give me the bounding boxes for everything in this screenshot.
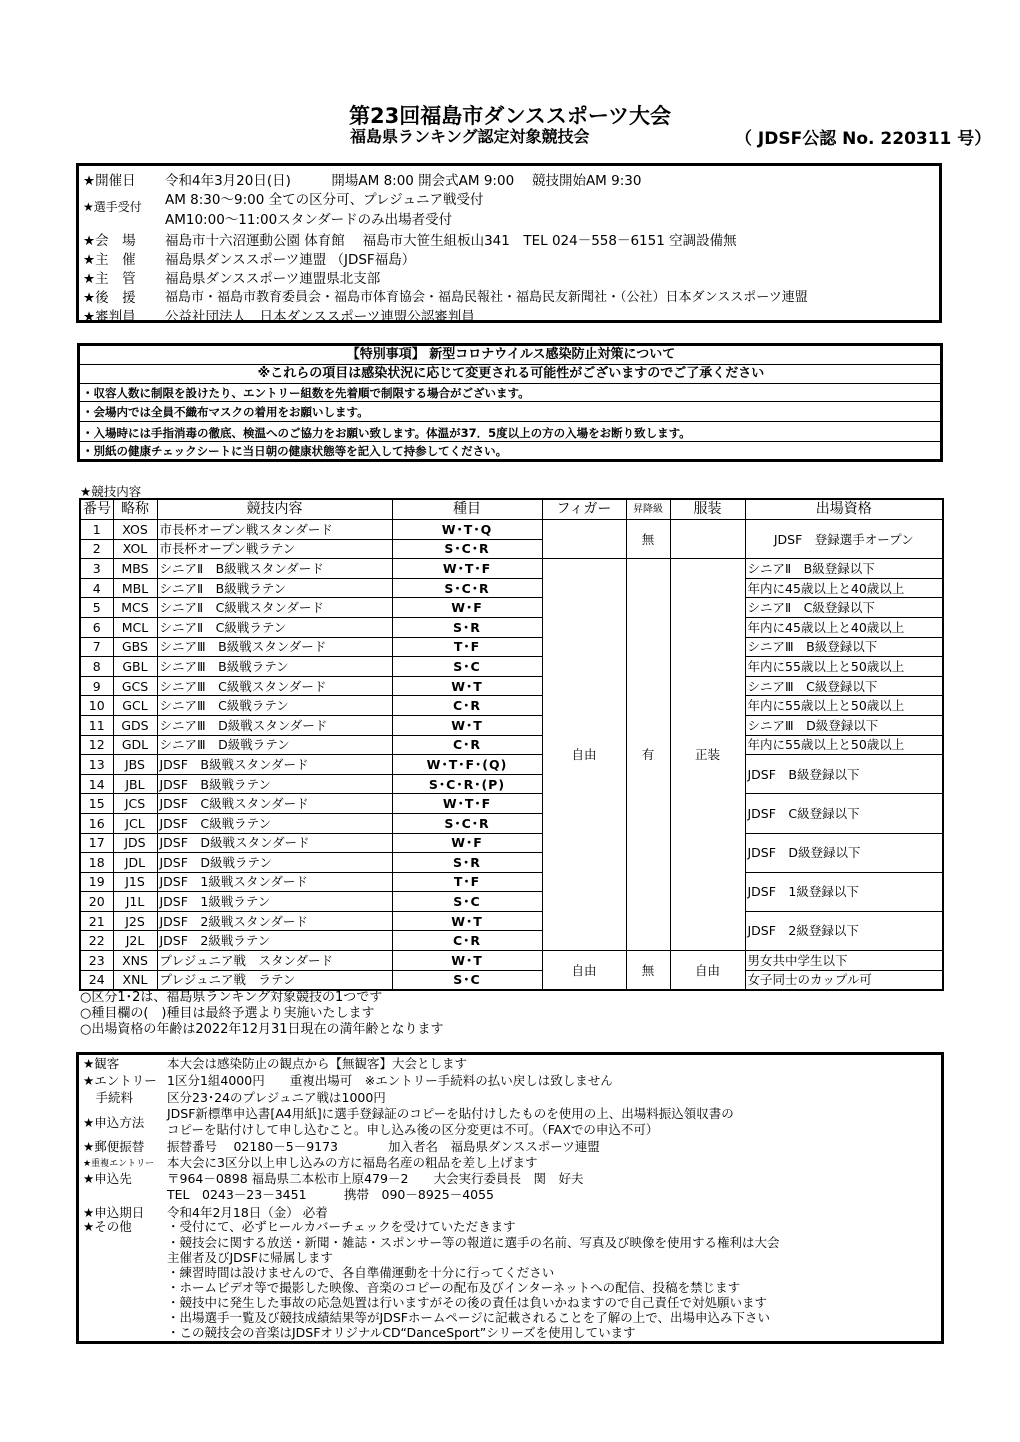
row-event-name: 市長杯オープン戦スタンダード bbox=[157, 520, 392, 540]
row-dance: C･R bbox=[392, 931, 542, 951]
table-row bbox=[80, 657, 943, 677]
row-event-name: 市長杯オープン戦ラテン bbox=[157, 539, 392, 559]
row-number: 13 bbox=[80, 755, 113, 775]
row-dance: W･F bbox=[392, 598, 542, 618]
entry-label-method: ★申込方法 bbox=[83, 1115, 145, 1130]
entry-value-transfer: 振替番号 02180－5－9173 加入者名 福島県ダンススポーツ連盟 bbox=[167, 1139, 600, 1154]
approval-number: （ JDSF公認 No. 220311 号） bbox=[735, 129, 992, 149]
special-item: ・会場内では全員不織布マスクの着用をお願いします。 bbox=[80, 402, 940, 422]
qualification-cell: シニアⅢ D級登録以下 bbox=[745, 715, 943, 735]
row-dance: W･T･Q bbox=[392, 520, 542, 540]
special-subheading: ※これらの項目は感染状況に応じて変更される可能性がございますのでご了承ください bbox=[80, 365, 940, 384]
table-row bbox=[80, 696, 943, 716]
row-code: GCS bbox=[113, 676, 157, 696]
dress-cell: 自由 bbox=[670, 951, 745, 991]
row-event-name: プレジュニア戦 ラテン bbox=[157, 970, 392, 990]
qualification-cell: JDSF 2級登録以下 bbox=[745, 911, 943, 950]
row-number: 24 bbox=[80, 970, 113, 990]
row-dance: S･C･R bbox=[392, 813, 542, 833]
other-item: ・競技中に発生した事故の応急処置は行いますがその後の責任は負いかねますので自己責任で対処願います bbox=[167, 1295, 768, 1310]
row-event-name: JDSF C級戦ラテン bbox=[157, 813, 392, 833]
table-header-row bbox=[80, 499, 943, 520]
table-row bbox=[80, 715, 943, 735]
row-code: JBS bbox=[113, 755, 157, 775]
row-event-name: JDSF 1級戦スタンダード bbox=[157, 872, 392, 892]
row-dance: W･T bbox=[392, 951, 542, 971]
row-dance: W･T･F･(Q) bbox=[392, 755, 542, 775]
row-event-name: シニアⅡ B級戦スタンダード bbox=[157, 559, 392, 579]
entry-label-address: ★申込先 bbox=[83, 1171, 132, 1186]
row-event-name: シニアⅢ B級戦スタンダード bbox=[157, 637, 392, 657]
row-code: J2L bbox=[113, 931, 157, 951]
row-code: GBL bbox=[113, 657, 157, 677]
row-event-name: シニアⅢ C級戦ラテン bbox=[157, 696, 392, 716]
table-row bbox=[80, 794, 943, 814]
row-dance: S･C･R･(P) bbox=[392, 774, 542, 794]
row-code: XNL bbox=[113, 970, 157, 990]
entry-label-deadline: ★申込期日 bbox=[83, 1205, 145, 1220]
table-row bbox=[80, 833, 943, 853]
special-notice-box bbox=[77, 343, 943, 462]
row-event-name: プレジュニア戦 スタンダード bbox=[157, 951, 392, 971]
row-number: 6 bbox=[80, 617, 113, 637]
row-number: 12 bbox=[80, 735, 113, 755]
note-item: ○区分1･2は、福島県ランキング対象競技の1つです bbox=[80, 990, 383, 1005]
row-code: MBL bbox=[113, 578, 157, 598]
row-code: JCS bbox=[113, 794, 157, 814]
other-item: ・出場選手一覧及び競技成績結果等がJDSFホームページに記載されることを了解の上で、出場申込み下さい bbox=[167, 1310, 770, 1325]
row-dance: C･R bbox=[392, 696, 542, 716]
info-value-judges: 公益社団法人 日本ダンススポーツ連盟公認審判員 bbox=[165, 309, 475, 325]
figure-cell: 自由 bbox=[542, 559, 626, 951]
entry-label-transfer: ★郵便振替 bbox=[83, 1139, 145, 1154]
row-dance: S･C bbox=[392, 970, 542, 990]
row-number: 10 bbox=[80, 696, 113, 716]
header-code: 略称 bbox=[113, 499, 157, 520]
row-code: JDL bbox=[113, 853, 157, 873]
row-number: 21 bbox=[80, 911, 113, 931]
row-code: J2S bbox=[113, 911, 157, 931]
row-code: XOS bbox=[113, 520, 157, 540]
qualification-cell: 年内に55歳以上と50歳以上 bbox=[745, 657, 943, 677]
qualification-cell: シニアⅢ C級登録以下 bbox=[745, 676, 943, 696]
special-heading: 【特別事項】 新型コロナウイルス感染防止対策について bbox=[80, 346, 940, 365]
page-title: 第23回福島市ダンススポーツ大会 bbox=[349, 104, 671, 128]
header-number: 番号 bbox=[80, 499, 113, 520]
info-label-date: ★開催日 bbox=[83, 173, 136, 189]
row-code: MCS bbox=[113, 598, 157, 618]
row-dance: S･C bbox=[392, 892, 542, 912]
entry-value-fee: 1区分1組4000円 重複出場可 ※エントリー手続料の払い戻しは致しません bbox=[167, 1073, 613, 1088]
entry-value-multi: 本大会に3区分以上申し込みの方に福島名産の粗品を差し上げます bbox=[167, 1155, 538, 1170]
info-value-organizer: 福島県ダンススポーツ連盟 （JDSF福島） bbox=[165, 252, 416, 268]
row-number: 5 bbox=[80, 598, 113, 618]
row-dance: C･R bbox=[392, 735, 542, 755]
qualification-cell: 年内に45歳以上と40歳以上 bbox=[745, 617, 943, 637]
entry-value-address-1: 〒964－0898 福島県二本松市上原479－2 大会実行委員長 関 好夫 bbox=[167, 1171, 584, 1186]
info-label-reception: ★選手受付 bbox=[83, 200, 142, 214]
row-number: 7 bbox=[80, 637, 113, 657]
special-item: ・入場時には手指消毒の徹底、検温へのご協力をお願い致します。体温が37．5度以上の方の入場をお断り致します。 bbox=[80, 422, 940, 442]
header-dance: 種目 bbox=[392, 499, 542, 520]
table-row bbox=[80, 559, 943, 579]
info-value-manager: 福島県ダンススポーツ連盟県北支部 bbox=[165, 271, 381, 287]
row-dance: W･F bbox=[392, 833, 542, 853]
row-number: 16 bbox=[80, 813, 113, 833]
row-dance: W･T･F bbox=[392, 559, 542, 579]
row-event-name: JDSF C級戦スタンダード bbox=[157, 794, 392, 814]
special-item: ・収容人数に制限を設けたり、エントリー組数を先着順で制限する場合がございます。 bbox=[80, 384, 940, 402]
qualification-cell: JDSF 1級登録以下 bbox=[745, 872, 943, 911]
qualification-cell: 年内に55歳以上と50歳以上 bbox=[745, 696, 943, 716]
entry-label-audience: ★観客 bbox=[83, 1056, 120, 1071]
row-code: MBS bbox=[113, 559, 157, 579]
row-number: 1 bbox=[80, 520, 113, 540]
entry-label-fee2: 手続料 bbox=[83, 1090, 134, 1105]
row-event-name: シニアⅢ C級戦スタンダード bbox=[157, 676, 392, 696]
note-item: ○出場資格の年齢は2022年12月31日現在の満年齢となります bbox=[80, 1022, 444, 1037]
row-number: 18 bbox=[80, 853, 113, 873]
note-item: ○種目欄の( )種目は最終予選より実施いたします bbox=[80, 1006, 375, 1021]
table-row bbox=[80, 578, 943, 598]
table-row bbox=[80, 617, 943, 637]
row-event-name: シニアⅢ D級戦ラテン bbox=[157, 735, 392, 755]
info-label-support: ★後 援 bbox=[83, 290, 136, 306]
qualification-cell: シニアⅢ B級登録以下 bbox=[745, 637, 943, 657]
other-item: ・練習時間は設けませんので、各自準備運動を十分に行ってください bbox=[167, 1265, 555, 1280]
info-value-reception-1: AM 8:30～9:00 全ての区分可、プレジュニア戦受付 bbox=[165, 192, 484, 208]
row-dance: T･F bbox=[392, 637, 542, 657]
row-event-name: JDSF 1級戦ラテン bbox=[157, 892, 392, 912]
qualification-cell: 男女共中学生以下 bbox=[745, 951, 943, 971]
entry-value-address-2: TEL 0243－23－3451 携帯 090－8925－4055 bbox=[167, 1187, 495, 1202]
row-code: GDS bbox=[113, 715, 157, 735]
row-event-name: シニアⅢ D級戦スタンダード bbox=[157, 715, 392, 735]
row-dance: S･C bbox=[392, 657, 542, 677]
table-row bbox=[80, 970, 943, 990]
entry-value-fee2: 区分23･24のプレジュニア戦は1000円 bbox=[167, 1090, 386, 1105]
row-dance: W･T･F bbox=[392, 794, 542, 814]
figure-cell bbox=[542, 520, 626, 559]
row-number: 4 bbox=[80, 578, 113, 598]
row-dance: W･T bbox=[392, 715, 542, 735]
special-item: ・別紙の健康チェックシートに当日朝の健康状態等を記入して持参してください。 bbox=[82, 444, 508, 458]
row-number: 14 bbox=[80, 774, 113, 794]
row-number: 17 bbox=[80, 833, 113, 853]
row-code: GCL bbox=[113, 696, 157, 716]
entry-value-method-1: JDSF新標準申込書[A4用紙]に選手登録証のコピーを貼付けしたものを使用の上、出場料振込領収書の bbox=[167, 1106, 734, 1121]
qualification-cell: JDSF C級登録以下 bbox=[745, 794, 943, 833]
entry-value-deadline: 令和4年2月18日（金） 必着 bbox=[167, 1205, 328, 1220]
info-label-organizer: ★主 催 bbox=[83, 252, 136, 268]
row-event-name: シニアⅡ C級戦スタンダード bbox=[157, 598, 392, 618]
row-number: 15 bbox=[80, 794, 113, 814]
info-value-reception-2: AM10:00～11:00スタンダードのみ出場者受付 bbox=[165, 212, 453, 228]
info-label-venue: ★会 場 bbox=[83, 233, 136, 249]
row-event-name: シニアⅢ B級戦ラテン bbox=[157, 657, 392, 677]
table-notes bbox=[80, 990, 444, 1038]
row-number: 23 bbox=[80, 951, 113, 971]
promotion-cell: 有 bbox=[626, 559, 670, 951]
header-event: 競技内容 bbox=[157, 499, 392, 520]
table-row bbox=[80, 872, 943, 892]
entry-label-other: ★その他 bbox=[83, 1219, 132, 1234]
row-dance: S･C･R bbox=[392, 539, 542, 559]
info-value-support: 福島市・福島市教育委員会・福島市体育協会・福島民報社・福島民友新聞社・（公社）日本ダンススポーツ連盟 bbox=[165, 290, 808, 305]
other-item: ・ホームビデオ等で撮影した映像、音楽のコピーの配布及びインターネットへの配信、投稿を禁じます bbox=[167, 1280, 741, 1295]
qualification-cell: 年内に55歳以上と50歳以上 bbox=[745, 735, 943, 755]
row-dance: W･T bbox=[392, 911, 542, 931]
competition-table bbox=[79, 498, 944, 991]
row-dance: T･F bbox=[392, 872, 542, 892]
row-number: 22 bbox=[80, 931, 113, 951]
row-code: JCL bbox=[113, 813, 157, 833]
row-code: GDL bbox=[113, 735, 157, 755]
header-qualification: 出場資格 bbox=[745, 499, 943, 520]
row-code: J1S bbox=[113, 872, 157, 892]
row-event-name: JDSF D級戦ラテン bbox=[157, 853, 392, 873]
header-promotion: 昇降級 bbox=[626, 499, 670, 520]
row-code: JDS bbox=[113, 833, 157, 853]
row-code: MCL bbox=[113, 617, 157, 637]
row-event-name: シニアⅡ C級戦ラテン bbox=[157, 617, 392, 637]
table-row bbox=[80, 676, 943, 696]
info-value-venue: 福島市十六沼運動公園 体育館 福島市大笹生組板山341 TEL 024－558－6151 空調設備無 bbox=[165, 233, 737, 249]
row-event-name: JDSF 2級戦スタンダード bbox=[157, 911, 392, 931]
dress-cell bbox=[670, 520, 745, 559]
table-row bbox=[80, 637, 943, 657]
row-code: J1L bbox=[113, 892, 157, 912]
qualification-cell: JDSF B級登録以下 bbox=[745, 755, 943, 794]
qualification-cell: 年内に45歳以上と40歳以上 bbox=[745, 578, 943, 598]
row-event-name: JDSF 2級戦ラテン bbox=[157, 931, 392, 951]
qualification-cell: シニアⅡ B級登録以下 bbox=[745, 559, 943, 579]
header-figure: フィガー bbox=[542, 499, 626, 520]
table-caption: ★競技内容 bbox=[80, 484, 142, 499]
row-number: 9 bbox=[80, 676, 113, 696]
qualification-cell: JDSF 登録選手オープン bbox=[745, 520, 943, 559]
table-row bbox=[80, 951, 943, 971]
qualification-cell: JDSF D級登録以下 bbox=[745, 833, 943, 872]
page-subtitle: 福島県ランキング認定対象競技会 bbox=[350, 127, 590, 146]
row-dance: W･T bbox=[392, 676, 542, 696]
row-number: 8 bbox=[80, 657, 113, 677]
row-dance: S･C･R bbox=[392, 578, 542, 598]
other-item: ・この競技会の音楽はJDSFオリジナルCD“DanceSport”シリーズを使用しています bbox=[167, 1325, 636, 1340]
table-row bbox=[80, 520, 943, 540]
info-value-date: 令和4年3月20日(日) 開場AM 8:00 開会式AM 9:00 競技開始AM 9:30 bbox=[165, 173, 642, 189]
promotion-cell: 無 bbox=[626, 520, 670, 559]
row-dance: S･R bbox=[392, 617, 542, 637]
table-row bbox=[80, 598, 943, 618]
info-label-manager: ★主 管 bbox=[83, 271, 136, 287]
entry-label-fee: ★エントリー bbox=[83, 1073, 157, 1088]
row-event-name: JDSF B級戦ラテン bbox=[157, 774, 392, 794]
row-number: 3 bbox=[80, 559, 113, 579]
event-info-box bbox=[76, 163, 942, 323]
row-event-name: JDSF D級戦スタンダード bbox=[157, 833, 392, 853]
row-code: GBS bbox=[113, 637, 157, 657]
row-number: 2 bbox=[80, 539, 113, 559]
row-code: XNS bbox=[113, 951, 157, 971]
info-label-judges: ★審判員 bbox=[83, 309, 136, 325]
entry-label-multi: ★重複エントリー bbox=[83, 1159, 155, 1169]
entry-info-box bbox=[76, 1052, 944, 1344]
dress-cell: 正装 bbox=[670, 559, 745, 951]
row-event-name: シニアⅡ B級戦ラテン bbox=[157, 578, 392, 598]
row-code: JBL bbox=[113, 774, 157, 794]
entry-value-method-2: コピーを貼付けして申し込むこと。申し込み後の区分変更は不可。（FAXでの申込不可） bbox=[167, 1122, 659, 1137]
row-number: 20 bbox=[80, 892, 113, 912]
figure-cell: 自由 bbox=[542, 951, 626, 991]
qualification-cell: 女子同士のカップル可 bbox=[745, 970, 943, 990]
entry-value-other: ・受付にて、必ずヒールカバーチェックを受けていただきます bbox=[167, 1219, 516, 1234]
row-code: XOL bbox=[113, 539, 157, 559]
qualification-cell: シニアⅡ C級登録以下 bbox=[745, 598, 943, 618]
entry-value-audience: 本大会は感染防止の観点から【無観客】大会とします bbox=[167, 1056, 468, 1071]
header-dress: 服装 bbox=[670, 499, 745, 520]
promotion-cell: 無 bbox=[626, 951, 670, 991]
row-dance: S･R bbox=[392, 853, 542, 873]
table-row bbox=[80, 735, 943, 755]
table-row bbox=[80, 911, 943, 931]
other-item: 主催者及びJDSFに帰属します bbox=[167, 1250, 333, 1265]
row-number: 19 bbox=[80, 872, 113, 892]
row-number: 11 bbox=[80, 715, 113, 735]
other-item: ・競技会に関する放送・新聞・雑誌・スポンサー等の報道に選手の名前、写真及び映像を使用する権利は大会 bbox=[167, 1235, 780, 1250]
row-event-name: JDSF B級戦スタンダード bbox=[157, 755, 392, 775]
table-row bbox=[80, 755, 943, 775]
